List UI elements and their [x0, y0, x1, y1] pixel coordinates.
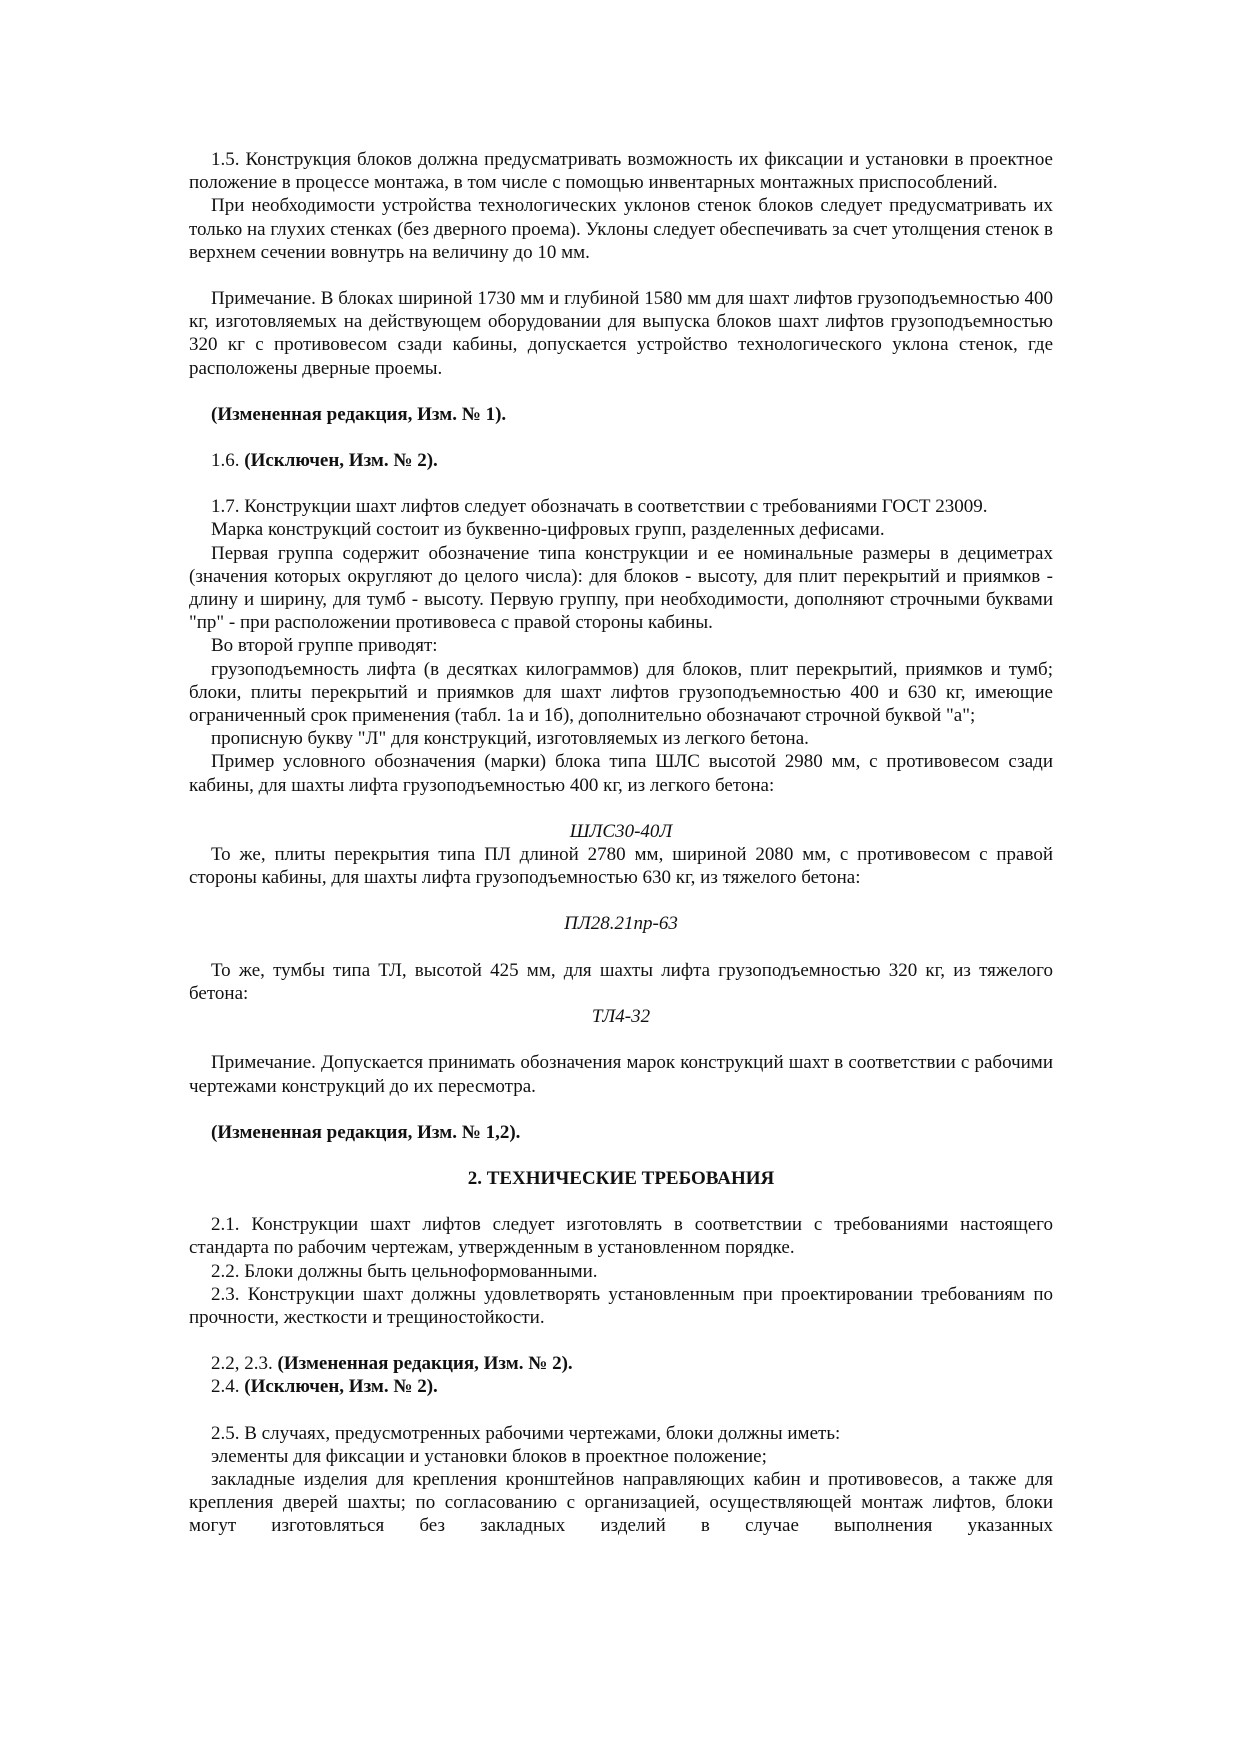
paragraph-2-3: 2.3. Конструкции шахт должны удовлетворять установленным при проектировании требованиям по прочности, жесткости и трещиностойкости. [189, 1283, 1053, 1328]
amendment-note-1: (Измененная редакция, Изм. № 1). [211, 403, 507, 425]
formula-shls: ШЛС30-40Л [569, 820, 673, 842]
amendment-note-2: (Измененная редакция, Изм. № 1,2). [211, 1121, 521, 1143]
paragraph-slopes: При необходимости устройства технологических уклонов стенок блоков следует предусматривать их только на глухих стенках (без дверного проема). Уклоны следует обеспечивать за счет утолщения стенок в верхнем сечении вовнутрь на величину до 10 мм. [189, 195, 1053, 263]
paragraph-1-5: 1.5. Конструкция блоков должна предусматривать возможность их фиксации и установки в проектное положение в процессе монтажа, в том числе с помощью инвентарных монтажных приспособлений. [189, 149, 1053, 194]
formula-pl: ПЛ28.21пр-63 [564, 913, 678, 935]
formula-tl: ТЛ4-32 [591, 1006, 651, 1028]
paragraph-example-1: Пример условного обозначения (марки) блока типа ШЛС высотой 2980 мм, с противовесом сзади кабины, для шахты лифта грузоподъемностью 400 кг, из легкого бетона: [189, 751, 1053, 796]
paragraph-2-5: 2.5. В случаях, предусмотренных рабочими чертежами, блоки должны иметь: [211, 1422, 841, 1444]
paragraph-mark-groups: Марка конструкций состоит из буквенно-цифровых групп, разделенных дефисами. [211, 519, 885, 541]
section-heading-2: 2. ТЕХНИЧЕСКИЕ ТРЕБОВАНИЯ [467, 1167, 775, 1189]
paragraph-embedded-parts: закладные изделия для крепления кронштейнов направляющих кабин и противовесов, а также для крепления дверей шахты; по согласованию с организацией, осуществляющей монтаж лифтов, блоки могут изготовляться без закладных изделий в случае выполнения указанных [189, 1468, 1053, 1537]
paragraph-example-2: То же, плиты перекрытия типа ПЛ длиной 2780 мм, шириной 2080 мм, с противовесом с правой стороны кабины, для шахты лифта грузоподъемностью 630 кг, из тяжелого бетона: [189, 844, 1053, 889]
document-page [189, 148, 1053, 1538]
paragraph-1-6: 1.6. (Исключен, Изм. № 2). [211, 450, 438, 472]
paragraph-2-2: 2.2. Блоки должны быть цельноформованными. [211, 1260, 598, 1282]
note-paragraph-1: Примечание. В блоках шириной 1730 мм и глубиной 1580 мм для шахт лифтов грузоподъемностью 400 кг, изготовляемых на действующем оборудовании для выпуска блоков шахт лифтов грузоподъемностью 320 кг с противовесом сзади кабины, допускается устройство технологического уклона стенок, где расположены дверные проемы. [189, 288, 1053, 379]
paragraph-2-4: 2.4. (Исключен, Изм. № 2). [211, 1376, 438, 1398]
note-paragraph-2: Примечание. Допускается принимать обозначения марок конструкций шахт в соответствии с рабочими чертежами конструкций до их пересмотра. [189, 1052, 1053, 1097]
paragraph-1-7: 1.7. Конструкции шахт лифтов следует обозначать в соответствии с требованиями ГОСТ 23009. [211, 496, 988, 518]
paragraph-first-group: Первая группа содержит обозначение типа конструкции и ее номинальные размеры в дециметрах (значения которых округляют до целого числа): для блоков - высоту, для плит перекрытий и приямков - длину и ширину, для тумб - высоту. Первую группу, при необходимости, дополняют строчными буквами "пр" - при расположении противовеса с правой стороны кабины. [189, 542, 1053, 634]
paragraph-fixing-elements: элементы для фиксации и установки блоков в проектное положение; [211, 1445, 767, 1467]
paragraph-capacity: грузоподъемность лифта (в десятках килограммов) для блоков, плит перекрытий, приямков и тумб; блоки, плиты перекрытий и приямков для шахт лифтов грузоподъемностью 400 и 630 кг, имеющие ограниченный срок применения (табл. 1а и 1б), дополнительно обозначают строчной буквой "а"; [189, 658, 1053, 727]
amendment-note-3: 2.2, 2.3. (Измененная редакция, Изм. № 2). [211, 1353, 573, 1375]
paragraph-2-1: 2.1. Конструкции шахт лифтов следует изготовлять в соответствии с требованиями настоящего стандарта по рабочим чертежам, утвержденным в установленном порядке. [189, 1214, 1053, 1259]
paragraph-second-group: Во второй группе приводят: [211, 635, 438, 657]
paragraph-example-3: То же, тумбы типа ТЛ, высотой 425 мм, для шахты лифта грузоподъемностью 320 кг, из тяжелого бетона: [189, 959, 1053, 1004]
paragraph-letter-l: прописную букву "Л" для конструкций, изготовляемых из легкого бетона. [211, 728, 809, 750]
